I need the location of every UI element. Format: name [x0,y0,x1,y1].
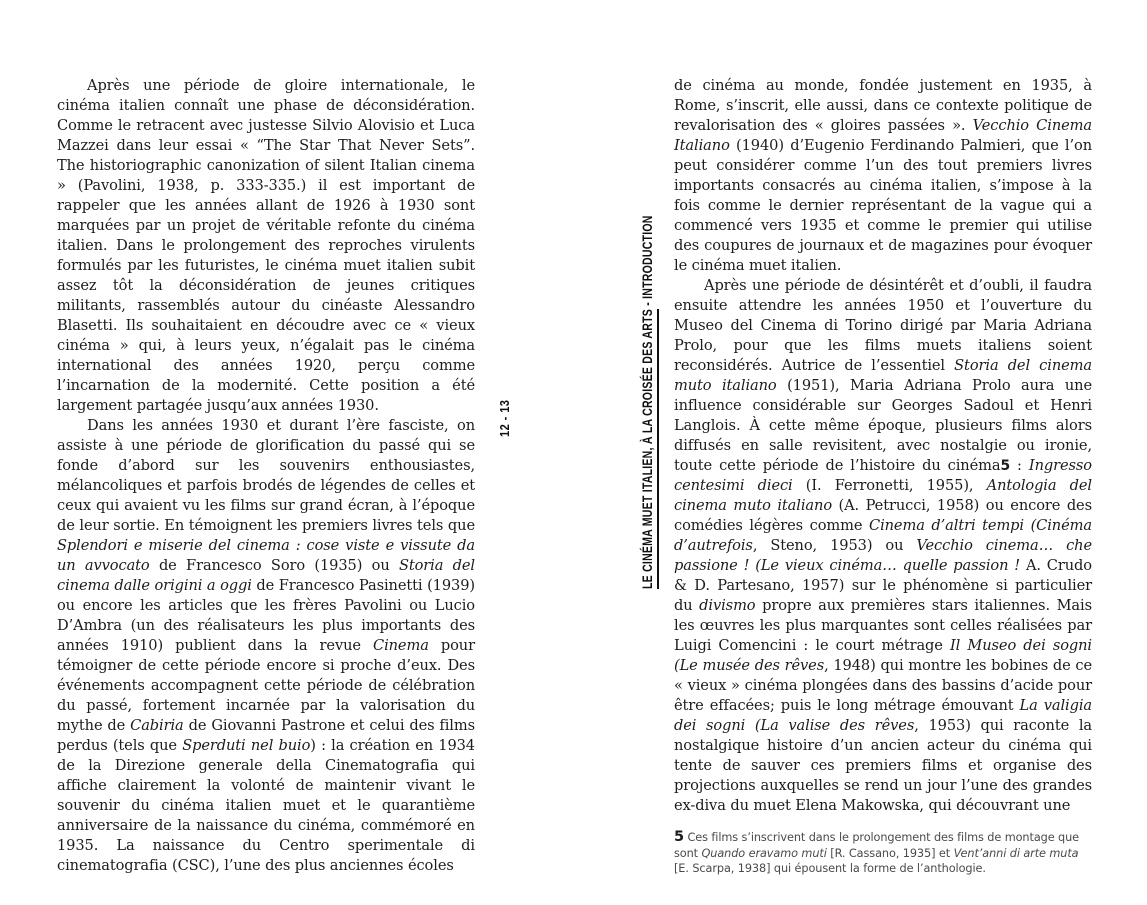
text-run: La valigia dei sogni (La valise des rêves [674,697,1092,734]
paragraph [674,276,1092,816]
text-run: de Giovanni Pastrone et celui des films perdus (tels que [57,717,475,754]
text-run: (1951), Maria Adriana Prolo aura une influence considérable sur Georges Sadoul et Henri Langlois. À cette même époque, plusieurs films alors diffusés en salle revisitent, avec nostalgie ou ironie, toute cette période de l’histoire du cinéma [674,377,1092,474]
text-run: : [1010,457,1029,474]
text-run: de Francesco Pasinetti (1939) ou encore les articles que les frères Pavolini ou Lucio D’Ambra (un des réalisateurs les plus importants des années 1910) publient dans la revue [57,577,475,654]
footnote-marker: 5 [674,829,684,845]
text-run: , 1953) qui raconte la nostalgique histoire d’un ancien acteur du cinéma qui tente de sauver ces premiers films et organise des projections auxquelles se rend un jour l’une des grandes ex-diva du muet Elena Makowska, qui découvrant une [674,717,1092,814]
text-run: Cinema d’altri tempi (Cinéma d’autrefois [674,517,1092,554]
running-title-main: LE CINÉMA MUET ITALIEN, À LA CROISÉE DES ARTS [640,309,659,589]
page-number: 12 - 13 [497,399,512,437]
footnote-ref: 5 [1000,458,1011,474]
text-run: Ingresso centesimi dieci [674,457,1092,494]
text-run: Dans les années 1930 et durant l’ère fasciste, on assiste à une période de glorification du passé qui se fonde d’abord sur les souvenirs enthousiastes, mélancoliques et parfois brodés de légendes de celles et ceux qui avaient vu les films sur grand écran, à l’époque de leur sortie. En témoignent les premiers livres tels que [57,417,475,534]
text-run: Cinema [373,637,429,654]
text-run: Storia del cinema dalle origini a oggi [57,557,475,594]
right-page-text-column [674,76,1092,877]
text-run: Il Museo dei sogni (Le musée des rêves [674,637,1093,674]
text-run: pour témoigner de cette période encore si proche d’eux. Des événements accompagnent cette période de célébration du passé, fortement incarnée par la valorisation du mythe de [57,637,475,734]
text-run: Ces films s’inscrivent dans le prolongement des films de montage que sont [674,831,1080,860]
running-title [640,215,655,589]
text-run: (1940) d’Eugenio Ferdinando Palmieri, que l’on peut considérer comme l’un des tout premiers livres importants consacrés au cinéma italien, s’impose à la fois comme le dernier représentant de la vague qui a commencé vers 1935 et comme le premier qui utilise des coupures de journaux et de magazines pour évoquer le cinéma muet italien. [674,137,1092,274]
text-run: Cabiria [130,717,184,734]
paragraph [57,416,475,876]
text-run: Antologia del cinema muto italiano [674,477,1092,514]
text-run: A. Crudo & D. Partesano, 1957) sur le phénomène si particulier du [674,557,1092,614]
text-run: de Francesco Soro (1935) ou [149,557,399,574]
footnote [674,830,1092,877]
text-run: de cinéma au monde, fondée justement en 1935, à Rome, s’inscrit, elle aussi, dans ce contexte politique de revalorisation des « gloires passées ». [674,77,1092,134]
text-run: Après une période de gloire internationale, le cinéma italien connaît une phase de déconsidération. Comme le retracent avec justesse Silvio Alovisio et Luca Mazzei dans leur essai « “The Star That Never Sets”. The historiographic canonization of silent Italian cinema » (Pavolini, 1938, p. 333-335.) il est important de rappeler que les années allant de 1926 à 1930 sont marquées par un projet de véritable refonte du cinéma italien. Dans le prolongement des reproches virulents formulés par les futuristes, le cinéma muet italien subit assez tôt la déconsidération de jeunes critiques militants, rassemblés autour du cinéaste Alessandro Blasetti. Ils souhaitaient en découdre avec ce « vieux cinéma » qui, à leurs yeux, n’égalait pas le cinéma international des années 1920, perçu comme l’incarnation de la modernité. Cette position a été largement partagée jusqu’aux années 1930. [57,77,475,414]
text-run: ) : la création en 1934 de la Direzione generale della Cinematografia qui affiche clairement la volonté de maintenir vivant le souvenir du cinéma italien muet et le quarantième anniversaire de la naissance du cinéma, commémoré en 1935. La naissance du Centro sperimentale di cinematografia (CSC), l’une des plus anciennes écoles [57,737,475,874]
paragraph [674,76,1092,276]
text-run: Quando eravamo muti [701,846,827,860]
footnote-text [674,831,1079,875]
text-run: (A. Petrucci, 1958) ou encore des comédies légères comme [674,497,1092,534]
text-run: divismo [699,597,756,614]
text-run: (I. Ferronetti, 1955), [792,477,987,494]
text-run: [E. Scarpa, 1938] qui épousent la forme de l’anthologie. [674,862,986,875]
paragraph [57,76,475,416]
text-run: Après une période de désintérêt et d’oubli, il faudra ensuite attendre les années 1950 et l’ouverture du Museo del Cinema di Torino dirigé par Maria Adriana Prolo, pour que les films muets italiens soient reconsidérés. Autrice de l’essentiel [674,277,1092,374]
text-run: [R. Cassano, 1935] et [826,846,954,860]
text-run: Storia del cinema muto italiano [674,357,1092,394]
text-run: Splendori e miserie del cinema : cose viste e vissute da un avvocato [57,537,475,574]
right-page-body [674,76,1092,816]
text-run: , 1948) qui montre les bobines de ce « vieux » cinéma plongées dans des bassins d’acide pour être effacées; puis le long métrage émouvant [674,657,1092,714]
text-run: Vecchio Cinema Italiano [674,117,1092,154]
left-page-text-column [57,76,475,876]
text-run: Vent’anni di arte muta [953,846,1079,860]
text-run: propre aux premières stars italiennes. Mais les œuvres les plus marquantes sont celles réalisées par Luigi Comencini : le court métrage [674,597,1092,654]
text-run: , Steno, 1953) ou [752,537,917,554]
running-title-section: - INTRODUCTION [640,215,655,309]
text-run: Vecchio cinema… che passione ! (Le vieux cinéma… quelle passion ! [674,537,1092,574]
text-run: Sperduti nel buio [182,737,311,754]
